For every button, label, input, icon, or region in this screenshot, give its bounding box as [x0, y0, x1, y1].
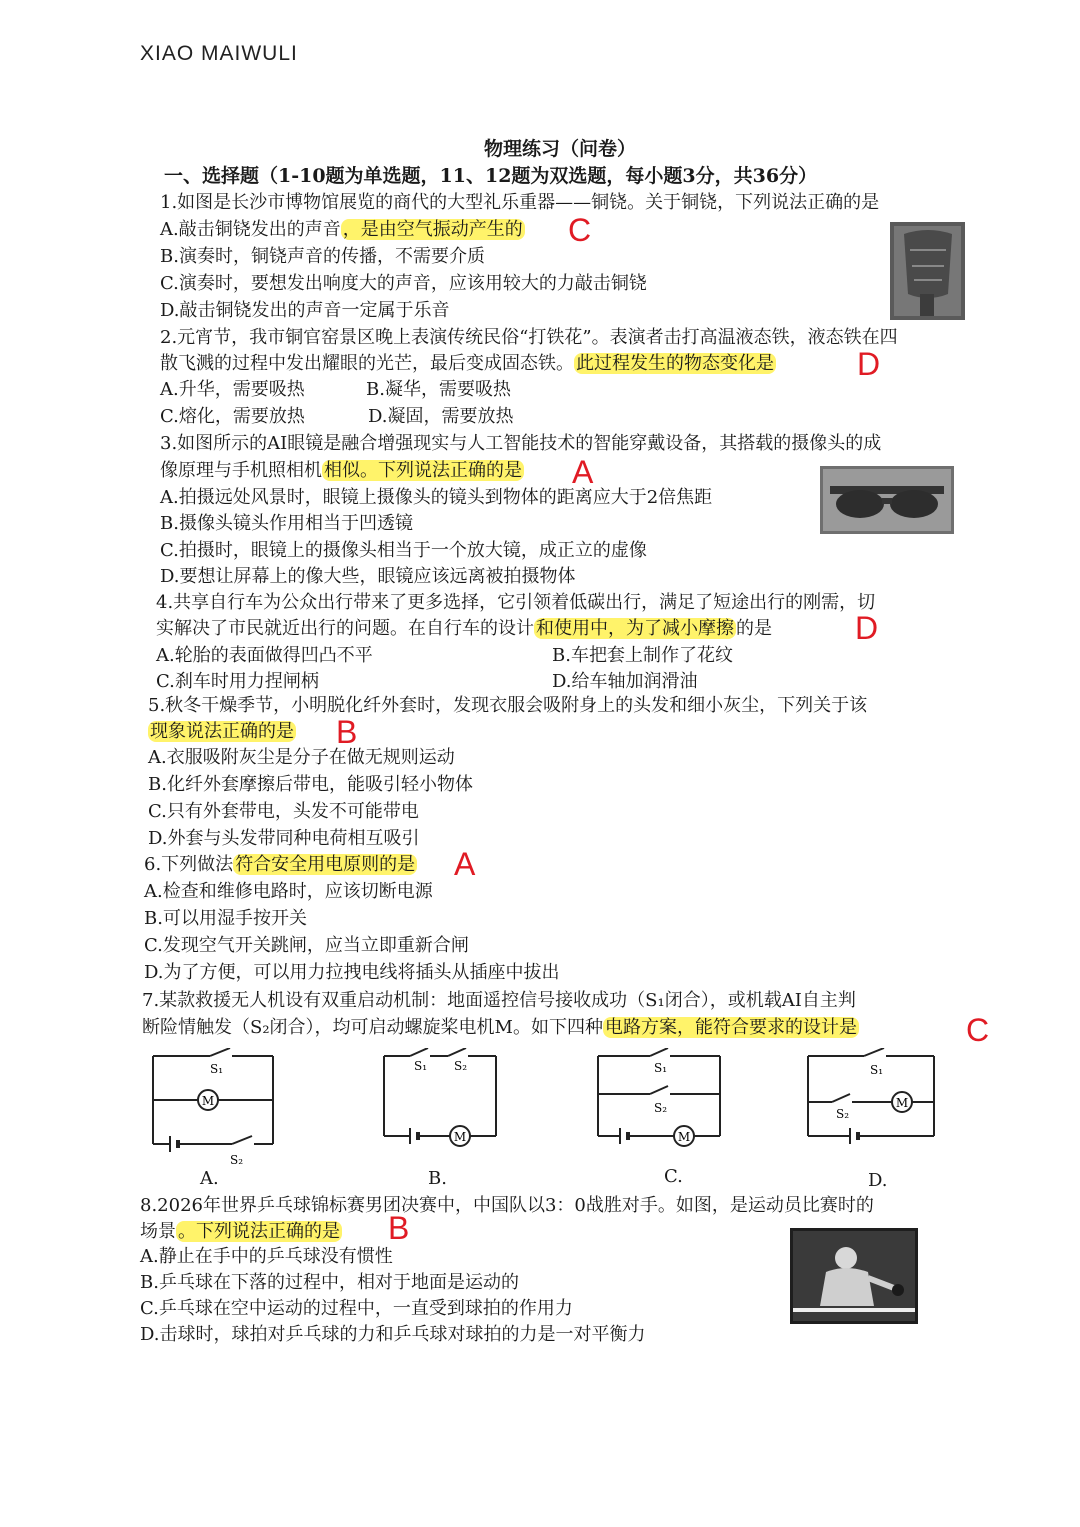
q5-answer-mark: B	[336, 714, 358, 750]
circuit-d-s2: S₂	[836, 1107, 850, 1121]
circuit-label-c: C.	[664, 1166, 683, 1187]
q5-option-b: B.化纤外套摩擦后带电，能吸引轻小物体	[148, 774, 473, 795]
q4-option-c: C.刹车时用力捏闸柄	[156, 671, 319, 692]
q2-stem-line2: 散飞溅的过程中发出耀眼的光芒，最后变成固态铁。 此过程发生的物态变化是	[160, 353, 774, 374]
q3-stem-line2: 像原理与手机照相机 相似。下列说法正确的是	[160, 460, 522, 481]
q5-option-a: A.衣服吸附灰尘是分子在做无规则运动	[148, 747, 455, 768]
circuit-c-s1: S₁	[654, 1061, 668, 1075]
q4-option-b: B.车把套上制作了花纹	[552, 645, 733, 666]
q8-option-d: D.击球时，球拍对乒乓球的力和乒乓球对球拍的力是一对平衡力	[140, 1324, 646, 1345]
watermark: XIAO MAIWULI	[140, 42, 298, 65]
q8-option-c: C.乒乓球在空中运动的过程中，一直受到球拍的作用力	[140, 1298, 573, 1319]
q3-option-d: D.要想让屏幕上的像大些，眼镜应该远离被拍摄物体	[160, 566, 576, 587]
q7-answer-mark: C	[966, 1012, 990, 1048]
circuit-b-s1: S₁	[414, 1059, 428, 1073]
page-title: 物理练习（问卷）	[483, 138, 636, 160]
q7-stem-line1: 7.某款救援无人机设有双重启动机制：地面遥控信号接收成功（S₁闭合），或机载AI自主判	[142, 990, 856, 1011]
circuit-label-b: B.	[428, 1168, 447, 1189]
q2-option-a: A.升华，需要吸热	[160, 379, 305, 400]
bronze-nao-photo	[890, 222, 965, 320]
q6-option-a: A.检查和维修电路时，应该切断电源	[144, 881, 433, 902]
q4-stem-line2: 实解决了市民就近出行的问题。在自行车的设计 和使用中，为了减小摩擦 的是	[156, 618, 772, 639]
q8-option-a: A.静止在手中的乒乓球没有惯性	[140, 1246, 393, 1267]
circuit-d-s1: S₁	[870, 1063, 884, 1077]
q3-stem-line1: 3.如图所示的AI眼镜是融合增强现实与人工智能技术的智能穿戴设备，其搭载的摄像头的成	[160, 433, 882, 454]
q8-stem-line2: 场景 。下列说法正确的是	[140, 1221, 340, 1242]
q2-option-c: C.熔化，需要放热	[160, 406, 305, 427]
q1-option-a: A.敲击铜铙发出的声音 ，是由空气振动产生的	[160, 219, 523, 240]
q8-answer-mark: B	[388, 1210, 410, 1246]
circuit-a-motor: M	[201, 1094, 215, 1108]
q3-option-b: B.摄像头镜头作用相当于凹透镜	[160, 513, 413, 534]
section-heading: 一、选择题（1-10题为单选题，11、12题为双选题，每小题3分，共36分）	[164, 165, 818, 187]
q5-stem-line2: 现象说法正确的是	[150, 721, 294, 742]
q8-stem-line1: 8.2026年世界乒乓球锦标赛男团决赛中，中国队以3：0战胜对手。如图，是运动员比赛时的	[140, 1195, 874, 1216]
circuit-diagram-c	[594, 1048, 724, 1148]
q4-stem-line1: 4.共享自行车为公众出行带来了更多选择，它引领着低碳出行，满足了短途出行的刚需，切	[156, 592, 876, 613]
q6-answer-mark: A	[454, 846, 476, 882]
q2-option-b: B.凝华，需要吸热	[366, 379, 511, 400]
q5-option-d: D.外套与头发带同种电荷相互吸引	[148, 828, 420, 849]
q8-option-b: B.乒乓球在下落的过程中，相对于地面是运动的	[140, 1272, 519, 1293]
q3-option-c: C.拍摄时，眼镜上的摄像头相当于一个放大镜，成正立的虚像	[160, 540, 647, 561]
q2-answer-mark: D	[857, 346, 881, 382]
circuit-label-d: D.	[868, 1170, 888, 1191]
q5-stem-line1: 5.秋冬干燥季节，小明脱化纤外套时，发现衣服会吸附身上的头发和细小灰尘，下列关于该	[148, 695, 868, 716]
circuit-c-s2: S₂	[654, 1101, 668, 1115]
circuit-diagram-b	[380, 1048, 510, 1148]
q6-option-d: D.为了方便，可以用力拉拽电线将插头从插座中拔出	[144, 962, 560, 983]
ai-glasses-photo	[820, 466, 954, 534]
circuit-a-s2: S₂	[230, 1153, 244, 1167]
q1-option-c: C.演奏时，要想发出响度大的声音，应该用较大的力敲击铜铙	[160, 273, 647, 294]
q1-option-d: D.敲击铜铙发出的声音一定属于乐音	[160, 300, 450, 321]
circuit-d-motor: M	[895, 1096, 909, 1110]
q4-option-a: A.轮胎的表面做得凹凸不平	[156, 645, 373, 666]
q3-option-a: A.拍摄远处风景时，眼镜上摄像头的镜头到物体的距离应大于2倍焦距	[160, 487, 713, 508]
circuit-diagram-a	[148, 1048, 278, 1168]
circuit-diagram-d	[804, 1048, 940, 1148]
q6-option-c: C.发现空气开关跳闸，应当立即重新合闸	[144, 935, 469, 956]
circuit-b-motor: M	[453, 1130, 467, 1144]
q1-answer-mark: C	[568, 212, 592, 248]
q6-option-b: B.可以用湿手按开关	[144, 908, 307, 929]
circuit-c-motor: M	[677, 1130, 691, 1144]
q1-stem: 1.如图是长沙市博物馆展览的商代的大型礼乐重器——铜铙。关于铜铙，下列说法正确的是	[160, 192, 880, 213]
q3-answer-mark: A	[572, 454, 594, 490]
q1-option-b: B.演奏时，铜铙声音的传播，不需要介质	[160, 246, 485, 267]
circuit-label-a: A.	[200, 1168, 219, 1189]
q6-stem: 6.下列做法 符合安全用电原则的是	[144, 854, 416, 875]
table-tennis-photo	[790, 1228, 918, 1324]
circuit-b-s2: S₂	[454, 1059, 468, 1073]
q4-option-d: D.给车轴加润滑油	[552, 671, 698, 692]
q2-stem-line1: 2.元宵节，我市铜官窑景区晚上表演传统民俗“打铁花”。表演者击打高温液态铁，液态铁在四	[160, 327, 898, 348]
q7-stem-line2: 断险情触发（S₂闭合），均可启动螺旋桨电机M。如下四种 电路方案，能符合要求的设计是	[142, 1017, 857, 1038]
q2-option-d: D.凝固，需要放热	[368, 406, 514, 427]
q5-option-c: C.只有外套带电，头发不可能带电	[148, 801, 419, 822]
q4-answer-mark: D	[855, 610, 879, 646]
circuit-a-s1: S₁	[210, 1062, 224, 1076]
